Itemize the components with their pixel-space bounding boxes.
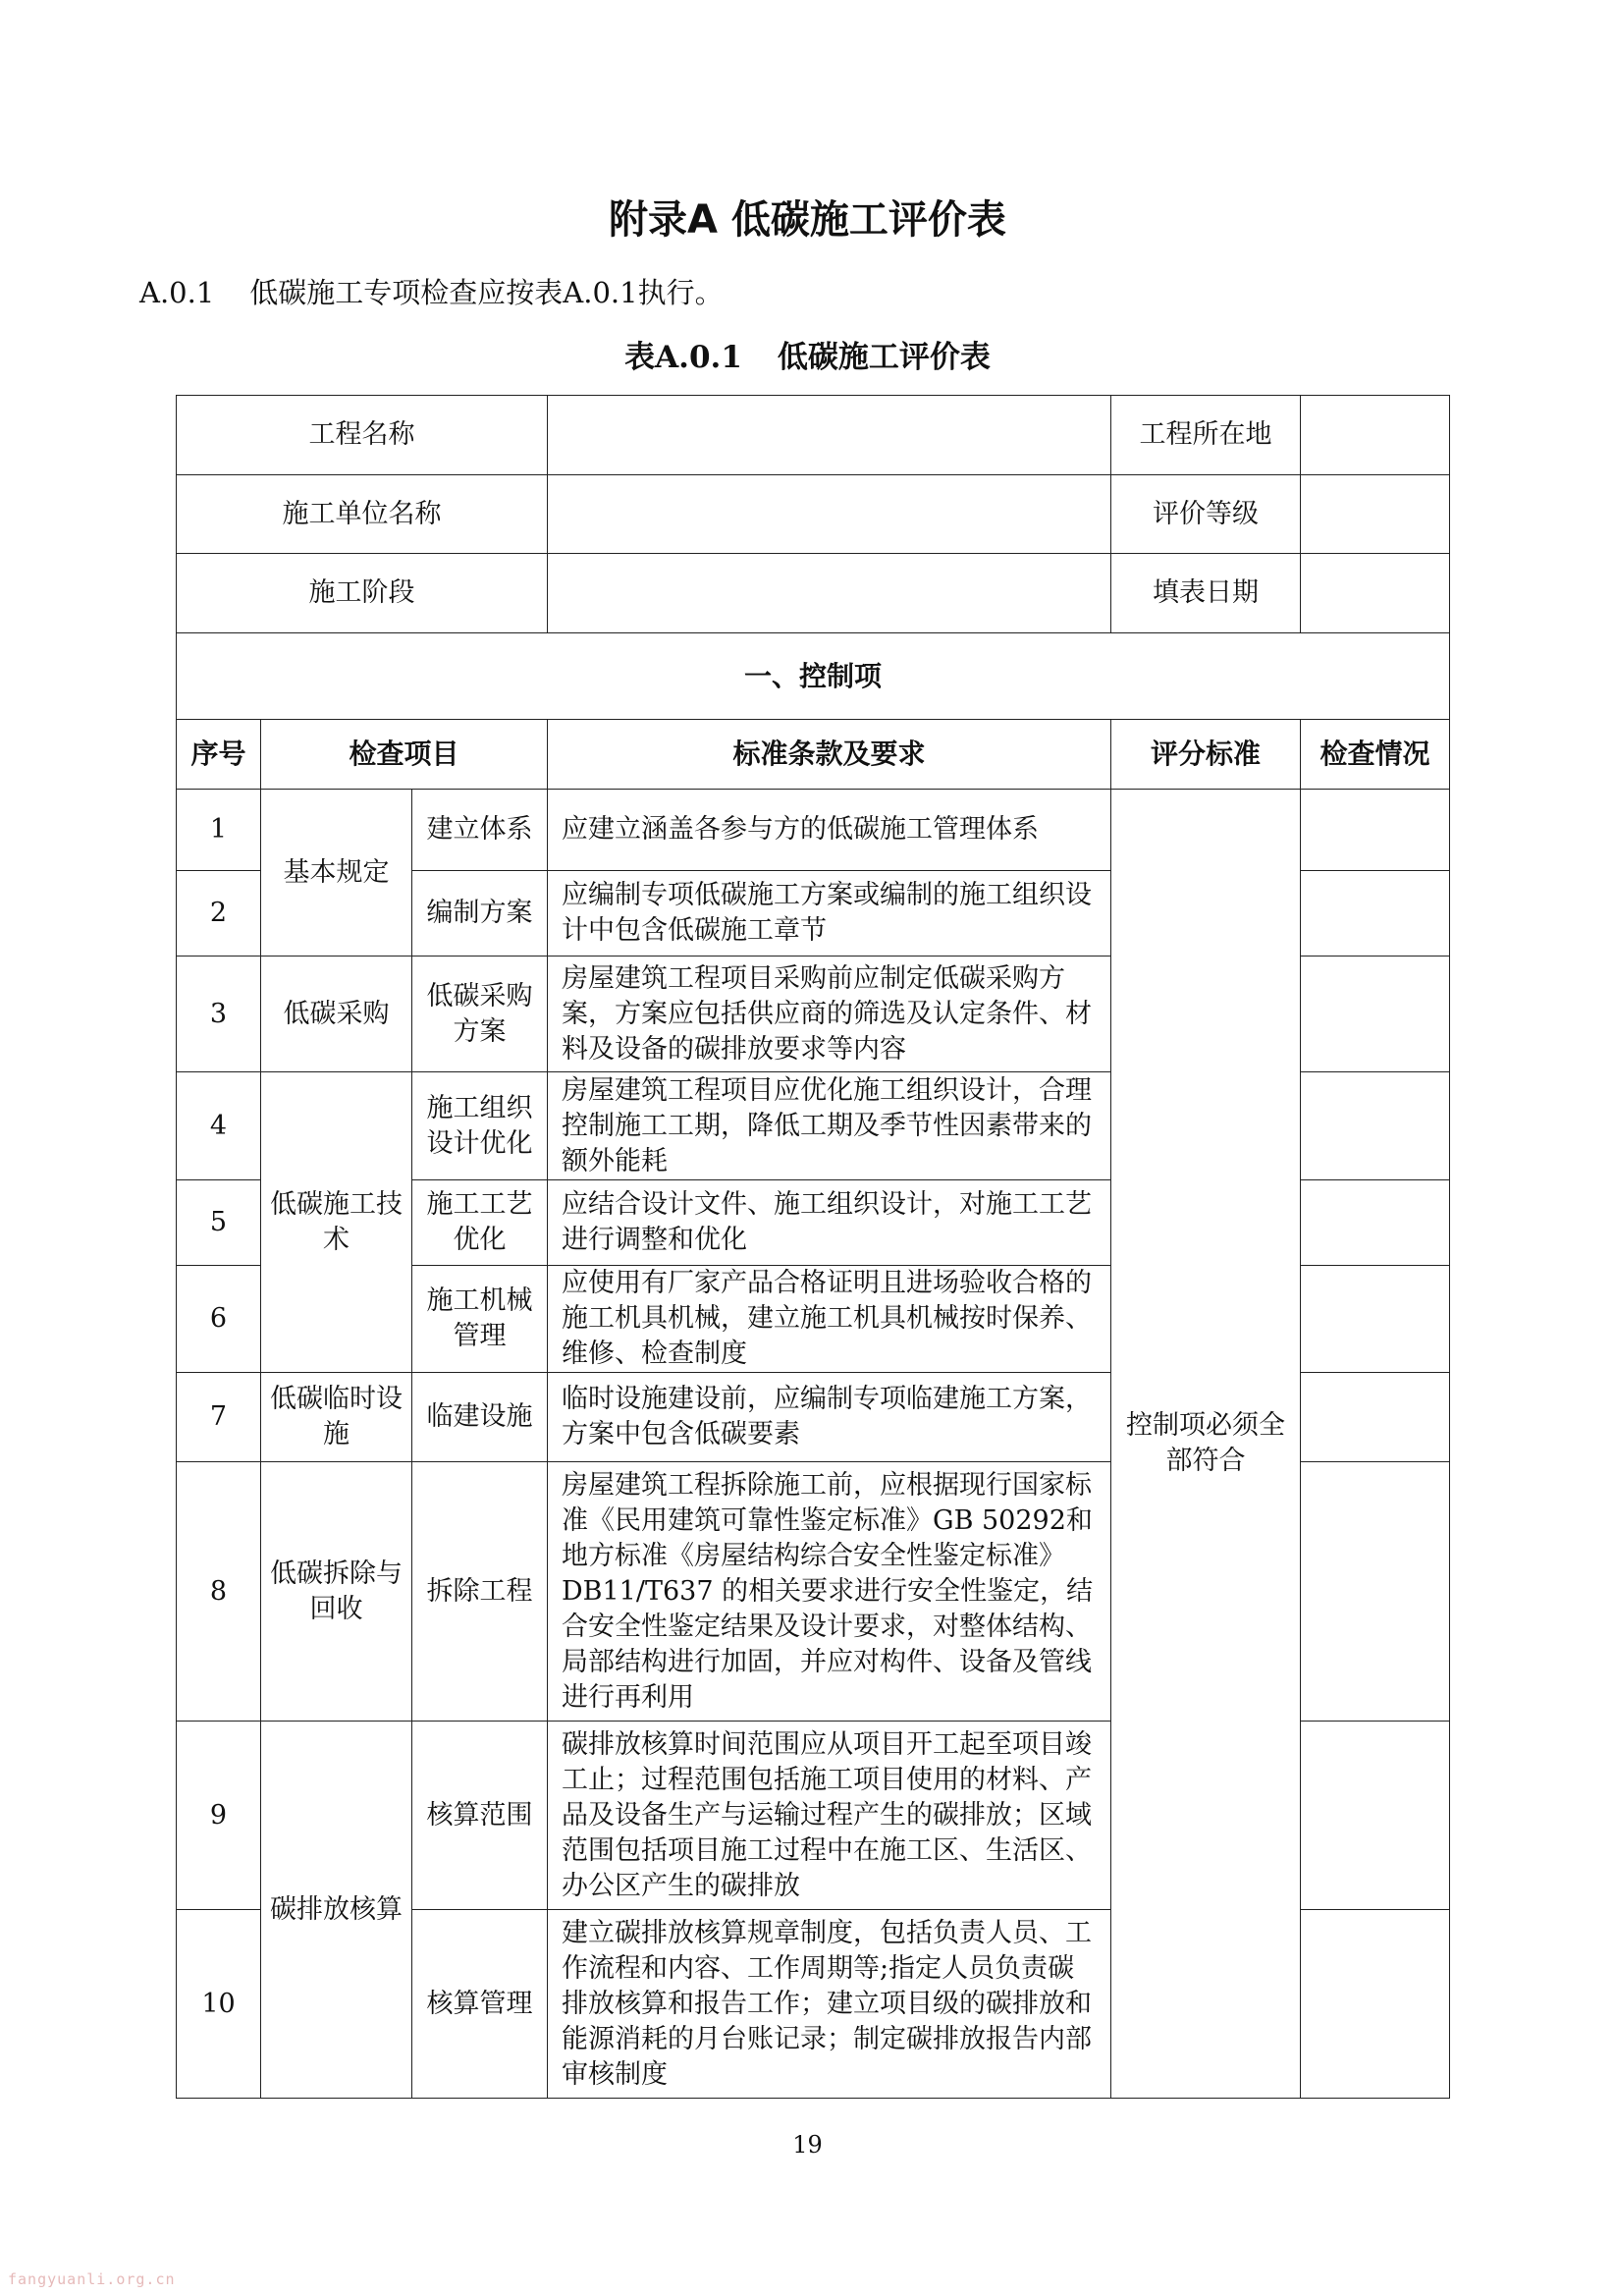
group-technology: 低碳施工技术 — [261, 1072, 412, 1373]
header-criteria: 评分标准 — [1111, 720, 1301, 790]
row-seq: 7 — [177, 1373, 261, 1462]
group-carbon-accounting: 碳排放核算 — [261, 1722, 412, 2099]
header-row — [177, 720, 1450, 790]
row-seq: 5 — [177, 1180, 261, 1266]
row-status-cell[interactable] — [1301, 790, 1450, 871]
contractor-name-label: 施工单位名称 — [177, 475, 548, 554]
construction-phase-value[interactable] — [548, 554, 1111, 633]
project-name-value[interactable] — [548, 396, 1111, 475]
row-seq: 3 — [177, 957, 261, 1072]
row-seq: 2 — [177, 871, 261, 957]
row-seq: 9 — [177, 1722, 261, 1910]
group-procurement: 低碳采购 — [261, 957, 412, 1072]
row-status-cell[interactable] — [1301, 1722, 1450, 1910]
table-caption — [0, 332, 1615, 376]
contractor-name-value[interactable] — [548, 475, 1111, 554]
row-requirement: 临时设施建设前，应编制专项临建施工方案，方案中包含低碳要素 — [548, 1373, 1111, 1462]
row-seq: 10 — [177, 1910, 261, 2099]
info-row — [177, 554, 1450, 633]
row-subitem: 施工机械管理 — [412, 1266, 548, 1373]
row-subitem: 低碳采购方案 — [412, 957, 548, 1072]
info-row — [177, 396, 1450, 475]
clause-line — [139, 271, 724, 311]
header-status: 检查情况 — [1301, 720, 1450, 790]
row-requirement: 应结合设计文件、施工组织设计，对施工工艺进行调整和优化 — [548, 1180, 1111, 1266]
fill-date-label: 填表日期 — [1111, 554, 1301, 633]
group-temporary: 低碳临时设施 — [261, 1373, 412, 1462]
clause-number: A.0.1 — [139, 276, 215, 309]
row-subitem: 建立体系 — [412, 790, 548, 871]
group-demolition: 低碳拆除与回收 — [261, 1462, 412, 1722]
row-subitem: 施工工艺优化 — [412, 1180, 548, 1266]
row-status-cell[interactable] — [1301, 957, 1450, 1072]
row-subitem: 编制方案 — [412, 871, 548, 957]
construction-phase-label: 施工阶段 — [177, 554, 548, 633]
project-location-label: 工程所在地 — [1111, 396, 1301, 475]
row-requirement: 应使用有厂家产品合格证明且进场验收合格的施工机具机械，建立施工机具机械按时保养、维修、检查制度 — [548, 1266, 1111, 1373]
header-requirement: 标准条款及要求 — [548, 720, 1111, 790]
watermark: fangyuanli.org.cn — [8, 2270, 176, 2288]
row-requirement: 应编制专项低碳施工方案或编制的施工组织设计中包含低碳施工章节 — [548, 871, 1111, 957]
row-status-cell[interactable] — [1301, 1462, 1450, 1722]
project-location-value[interactable] — [1301, 396, 1450, 475]
row-requirement: 建立碳排放核算规章制度，包括负责人员、工作流程和内容、工作周期等;指定人员负责碳排放核算和报告工作；建立项目级的碳排放和能源消耗的月台账记录；制定碳排放报告内部审核制度 — [548, 1910, 1111, 2099]
rating-level-value[interactable] — [1301, 475, 1450, 554]
row-seq: 6 — [177, 1266, 261, 1373]
row-status-cell[interactable] — [1301, 1180, 1450, 1266]
table-row — [177, 790, 1450, 871]
row-status-cell[interactable] — [1301, 1266, 1450, 1373]
row-subitem: 临建设施 — [412, 1373, 548, 1462]
rating-level-label: 评价等级 — [1111, 475, 1301, 554]
row-status-cell[interactable] — [1301, 1072, 1450, 1180]
row-requirement: 应建立涵盖各参与方的低碳施工管理体系 — [548, 790, 1111, 871]
row-status-cell[interactable] — [1301, 871, 1450, 957]
row-status-cell[interactable] — [1301, 1910, 1450, 2099]
row-status-cell[interactable] — [1301, 1373, 1450, 1462]
group-basic: 基本规定 — [261, 790, 412, 957]
row-requirement: 房屋建筑工程项目应优化施工组织设计，合理控制施工工期，降低工期及季节性因素带来的额外能耗 — [548, 1072, 1111, 1180]
clause-text: 低碳施工专项检查应按表A.0.1执行。 — [249, 276, 724, 309]
section-row — [177, 633, 1450, 720]
row-requirement: 碳排放核算时间范围应从项目开工起至项目竣工止；过程范围包括施工项目使用的材料、产品及设备生产与运输过程产生的碳排放；区域范围包括项目施工过程中在施工区、生活区、办公区产生的碳排放 — [548, 1722, 1111, 1910]
row-subitem: 拆除工程 — [412, 1462, 548, 1722]
header-item: 检查项目 — [261, 720, 548, 790]
row-subitem: 施工组织设计优化 — [412, 1072, 548, 1180]
section-title: 一、控制项 — [177, 633, 1450, 720]
page-number: 19 — [792, 2131, 823, 2159]
criteria-cell: 控制项必须全部符合 — [1111, 790, 1301, 2099]
fill-date-value[interactable] — [1301, 554, 1450, 633]
row-requirement: 房屋建筑工程项目采购前应制定低碳采购方案，方案应包括供应商的筛选及认定条件、材料及设备的碳排放要求等内容 — [548, 957, 1111, 1072]
table-caption-text: 低碳施工评价表 — [777, 340, 991, 375]
row-seq: 8 — [177, 1462, 261, 1722]
project-name-label: 工程名称 — [177, 396, 548, 475]
evaluation-table — [176, 395, 1450, 2099]
row-subitem: 核算管理 — [412, 1910, 548, 2099]
row-seq: 1 — [177, 790, 261, 871]
table-caption-number: 表A.0.1 — [624, 340, 742, 375]
header-seq: 序号 — [177, 720, 261, 790]
info-row — [177, 475, 1450, 554]
row-subitem: 核算范围 — [412, 1722, 548, 1910]
page-title: 附录A 低碳施工评价表 — [609, 197, 1006, 243]
row-requirement: 房屋建筑工程拆除施工前，应根据现行国家标准《民用建筑可靠性鉴定标准》GB 50292和地方标准《房屋结构综合安全性鉴定标准》DB11/T637 的相关要求进行安全性鉴定，结合安全性鉴定结果及设计要求，对整体结构、局部结构进行加固，并应对构件、设备及管线进行再利用 — [548, 1462, 1111, 1722]
row-seq: 4 — [177, 1072, 261, 1180]
